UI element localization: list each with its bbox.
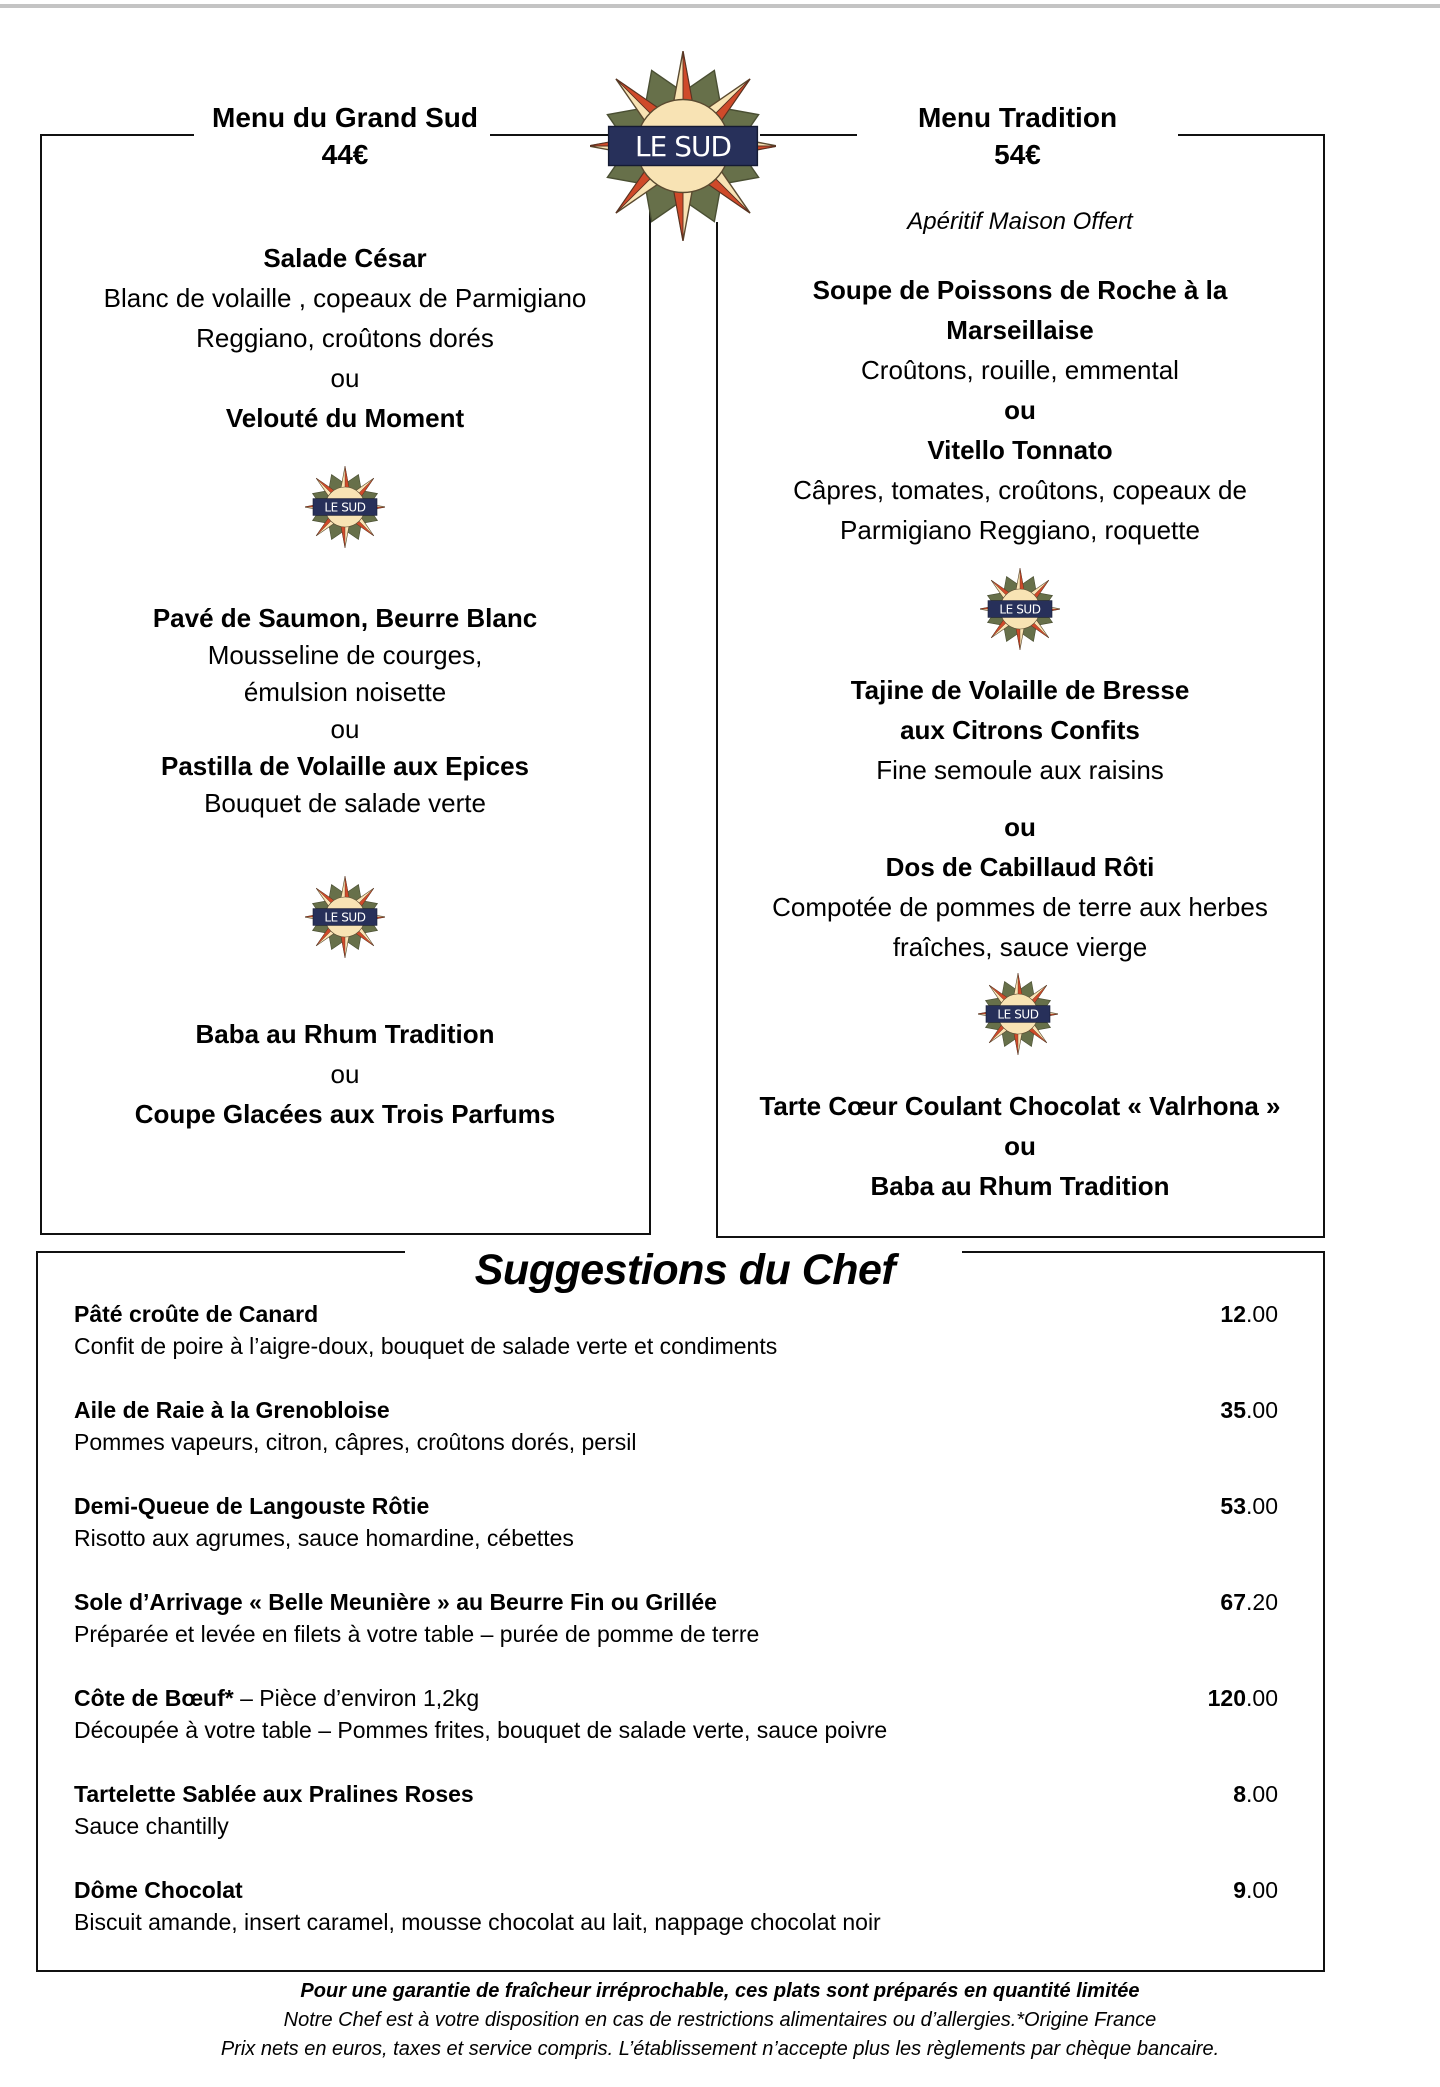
- menu-grand-sud-mains: [45, 600, 645, 822]
- dish-description: Blanc de volaille , copeaux de Parmigiano: [103, 283, 587, 313]
- svg-text:LE SUD: LE SUD: [324, 910, 366, 925]
- dish-name: Tajine de Volaille de Bresse: [850, 675, 1190, 705]
- suggestion-item: [74, 1586, 1278, 1682]
- frame-top-left-segment: [41, 134, 194, 136]
- frame-left-edge: [716, 222, 718, 1237]
- frame-right-edge: [1323, 1251, 1325, 1971]
- frame-top-left-segment: [37, 1251, 405, 1253]
- price-decimal: .00: [1246, 1781, 1278, 1807]
- price-integer: 35: [1220, 1397, 1247, 1423]
- aperitif-note: Apéritif Maison Offert: [907, 208, 1133, 235]
- suggestion-description: Risotto aux agrumes, sauce homardine, cébettes: [74, 1525, 574, 1551]
- menu-tradition-header: [860, 99, 1175, 173]
- suggestion-price: [1233, 1874, 1278, 1906]
- suggestion-name: Côte de Bœuf*: [74, 1685, 234, 1711]
- suggestion-price: [1220, 1586, 1278, 1618]
- or-separator: ou: [330, 363, 360, 393]
- price-integer: 9: [1233, 1877, 1247, 1903]
- suggestion-description: Découpée à votre table – Pommes frites, bouquet de salade verte, sauce poivre: [74, 1717, 888, 1743]
- suggestion-price: [1220, 1490, 1278, 1522]
- frame-bottom-edge: [716, 1236, 1325, 1238]
- price-integer: 12: [1220, 1301, 1247, 1327]
- dish-name: Coupe Glacées aux Trois Parfums: [134, 1099, 556, 1129]
- suggestions-list: [74, 1298, 1278, 1970]
- dish-name: Baba au Rhum Tradition: [195, 1019, 495, 1049]
- or-separator: ou: [330, 1059, 360, 1089]
- frame-bottom-edge: [40, 1233, 651, 1235]
- menu-tradition-mains: [720, 670, 1320, 967]
- menu-tradition-note: [720, 202, 1320, 242]
- suggestion-description: Confit de poire à l’aigre-doux, bouquet de salade verte et condiments: [74, 1333, 778, 1359]
- price-integer: 53: [1220, 1493, 1247, 1519]
- suggestion-price: [1220, 1394, 1278, 1426]
- page-top-rule: [0, 4, 1440, 8]
- or-separator: ou: [330, 714, 360, 744]
- dish-name: Pastilla de Volaille aux Epices: [160, 751, 530, 781]
- frame-left-edge: [40, 134, 42, 1235]
- footer-payment-note: Prix nets en euros, taxes et service compris. L’établissement n’accepte plus les règlements par chèque bancaire.: [220, 2038, 1220, 2060]
- dish-name: aux Citrons Confits: [900, 715, 1140, 745]
- suggestion-extra: – Pièce d’environ 1,2kg: [233, 1685, 480, 1711]
- menu-tradition-desserts: [720, 1086, 1320, 1206]
- menu-grand-sud-header: [180, 99, 510, 173]
- frame-right-edge: [649, 204, 651, 1235]
- price-integer: 8: [1233, 1781, 1247, 1807]
- suggestion-item: [74, 1490, 1278, 1586]
- suggestion-item: [74, 1298, 1278, 1394]
- dish-name: Dos de Cabillaud Rôti: [885, 852, 1155, 882]
- suggestions-title: Suggestions du Chef: [474, 1246, 896, 1294]
- menu-price: 54€: [994, 139, 1041, 170]
- dish-name: Pavé de Saumon, Beurre Blanc: [152, 603, 538, 633]
- dish-name: Salade César: [263, 243, 427, 273]
- svg-text:LE SUD: LE SUD: [999, 602, 1041, 617]
- suggestion-price: [1220, 1298, 1278, 1330]
- suggestion-description: Sauce chantilly: [74, 1813, 229, 1839]
- menu-tradition-starters: [720, 270, 1320, 550]
- price-decimal: .00: [1246, 1493, 1278, 1519]
- dish-description: Reggiano, croûtons dorés: [196, 323, 494, 353]
- dish-name: Marseillaise: [946, 315, 1094, 345]
- suggestion-item: [74, 1874, 1278, 1970]
- suggestion-description: Pommes vapeurs, citron, câpres, croûtons dorés, persil: [74, 1429, 637, 1455]
- frame-top-right-segment: [962, 1251, 1325, 1253]
- svg-text:LE SUD: LE SUD: [634, 130, 732, 164]
- or-separator: ou: [1004, 1131, 1036, 1161]
- dish-description: émulsion noisette: [243, 677, 447, 707]
- footer-notes: [140, 1977, 1300, 2064]
- suggestion-name: Sole d’Arrivage « Belle Meunière » au Beurre Fin ou Grillée: [74, 1589, 717, 1615]
- suggestion-name: Demi-Queue de Langouste Rôtie: [74, 1493, 430, 1519]
- frame-bottom-edge: [36, 1970, 1325, 1972]
- footer-freshness-note: Pour une garantie de fraîcheur irréprochable, ces plats sont préparés en quantité limitée: [300, 1980, 1140, 2002]
- dish-description: Compotée de pommes de terre aux herbes: [772, 892, 1268, 922]
- menu-title: Menu Tradition: [917, 102, 1118, 133]
- dish-description: Parmigiano Reggiano, roquette: [840, 515, 1200, 545]
- price-decimal: .00: [1246, 1877, 1278, 1903]
- suggestion-description: Biscuit amande, insert caramel, mousse chocolat au lait, nappage chocolat noir: [74, 1909, 881, 1935]
- dish-name: Baba au Rhum Tradition: [870, 1171, 1170, 1201]
- le-sud-logo-icon: [305, 465, 385, 554]
- dish-name: Soupe de Poissons de Roche à la: [812, 275, 1228, 305]
- or-separator: ou: [1004, 812, 1036, 842]
- dish-description: fraîches, sauce vierge: [892, 932, 1148, 962]
- suggestion-name: Tartelette Sablée aux Pralines Roses: [74, 1781, 474, 1807]
- le-sud-logo-icon: [978, 972, 1058, 1061]
- dish-description: Bouquet de salade verte: [204, 788, 486, 818]
- suggestion-description: Préparée et levée en filets à votre table – purée de pomme de terre: [74, 1621, 760, 1647]
- suggestion-item: [74, 1394, 1278, 1490]
- price-decimal: .00: [1246, 1685, 1278, 1711]
- price-decimal: .00: [1246, 1301, 1278, 1327]
- suggestion-name: Aile de Raie à la Grenobloise: [74, 1397, 390, 1423]
- suggestion-name: Dôme Chocolat: [74, 1877, 243, 1903]
- suggestion-price: [1208, 1682, 1278, 1714]
- price-integer: 120: [1207, 1685, 1247, 1711]
- dish-description: Mousseline de courges,: [207, 640, 483, 670]
- le-sud-main-logo: [590, 48, 776, 249]
- frame-right-edge: [1323, 134, 1325, 1237]
- suggestion-item: [74, 1682, 1278, 1778]
- frame-left-edge: [36, 1251, 38, 1971]
- price-decimal: .00: [1246, 1397, 1278, 1423]
- price-decimal: .20: [1246, 1589, 1278, 1615]
- or-separator: ou: [1004, 395, 1036, 425]
- menu-price: 44€: [321, 139, 369, 170]
- footer-allergy-note: Notre Chef est à votre disposition en cas de restrictions alimentaires ou d’allergies.*Origine France: [283, 2009, 1157, 2031]
- svg-text:LE SUD: LE SUD: [997, 1007, 1039, 1022]
- suggestion-name: Pâté croûte de Canard: [74, 1301, 319, 1327]
- dish-description: Fine semoule aux raisins: [876, 755, 1164, 785]
- frame-top-right-segment: [1178, 134, 1325, 136]
- le-sud-logo-icon: [305, 875, 385, 964]
- dish-name: Vitello Tonnato: [927, 435, 1113, 465]
- dish-description: Câpres, tomates, croûtons, copeaux de: [793, 475, 1247, 505]
- svg-text:LE SUD: LE SUD: [324, 500, 366, 515]
- dish-name: Tarte Cœur Coulant Chocolat « Valrhona »: [759, 1091, 1281, 1121]
- le-sud-logo-icon: [590, 48, 776, 244]
- menu-grand-sud-starters: [45, 238, 645, 438]
- dish-description: Croûtons, rouille, emmental: [861, 355, 1179, 385]
- dish-name: Velouté du Moment: [225, 403, 465, 433]
- menu-title: Menu du Grand Sud: [212, 102, 478, 133]
- suggestion-price: [1233, 1778, 1278, 1810]
- menu-grand-sud-desserts: [45, 1014, 645, 1134]
- price-integer: 67: [1220, 1589, 1247, 1615]
- le-sud-logo-icon: [980, 567, 1060, 656]
- suggestion-item: [74, 1778, 1278, 1874]
